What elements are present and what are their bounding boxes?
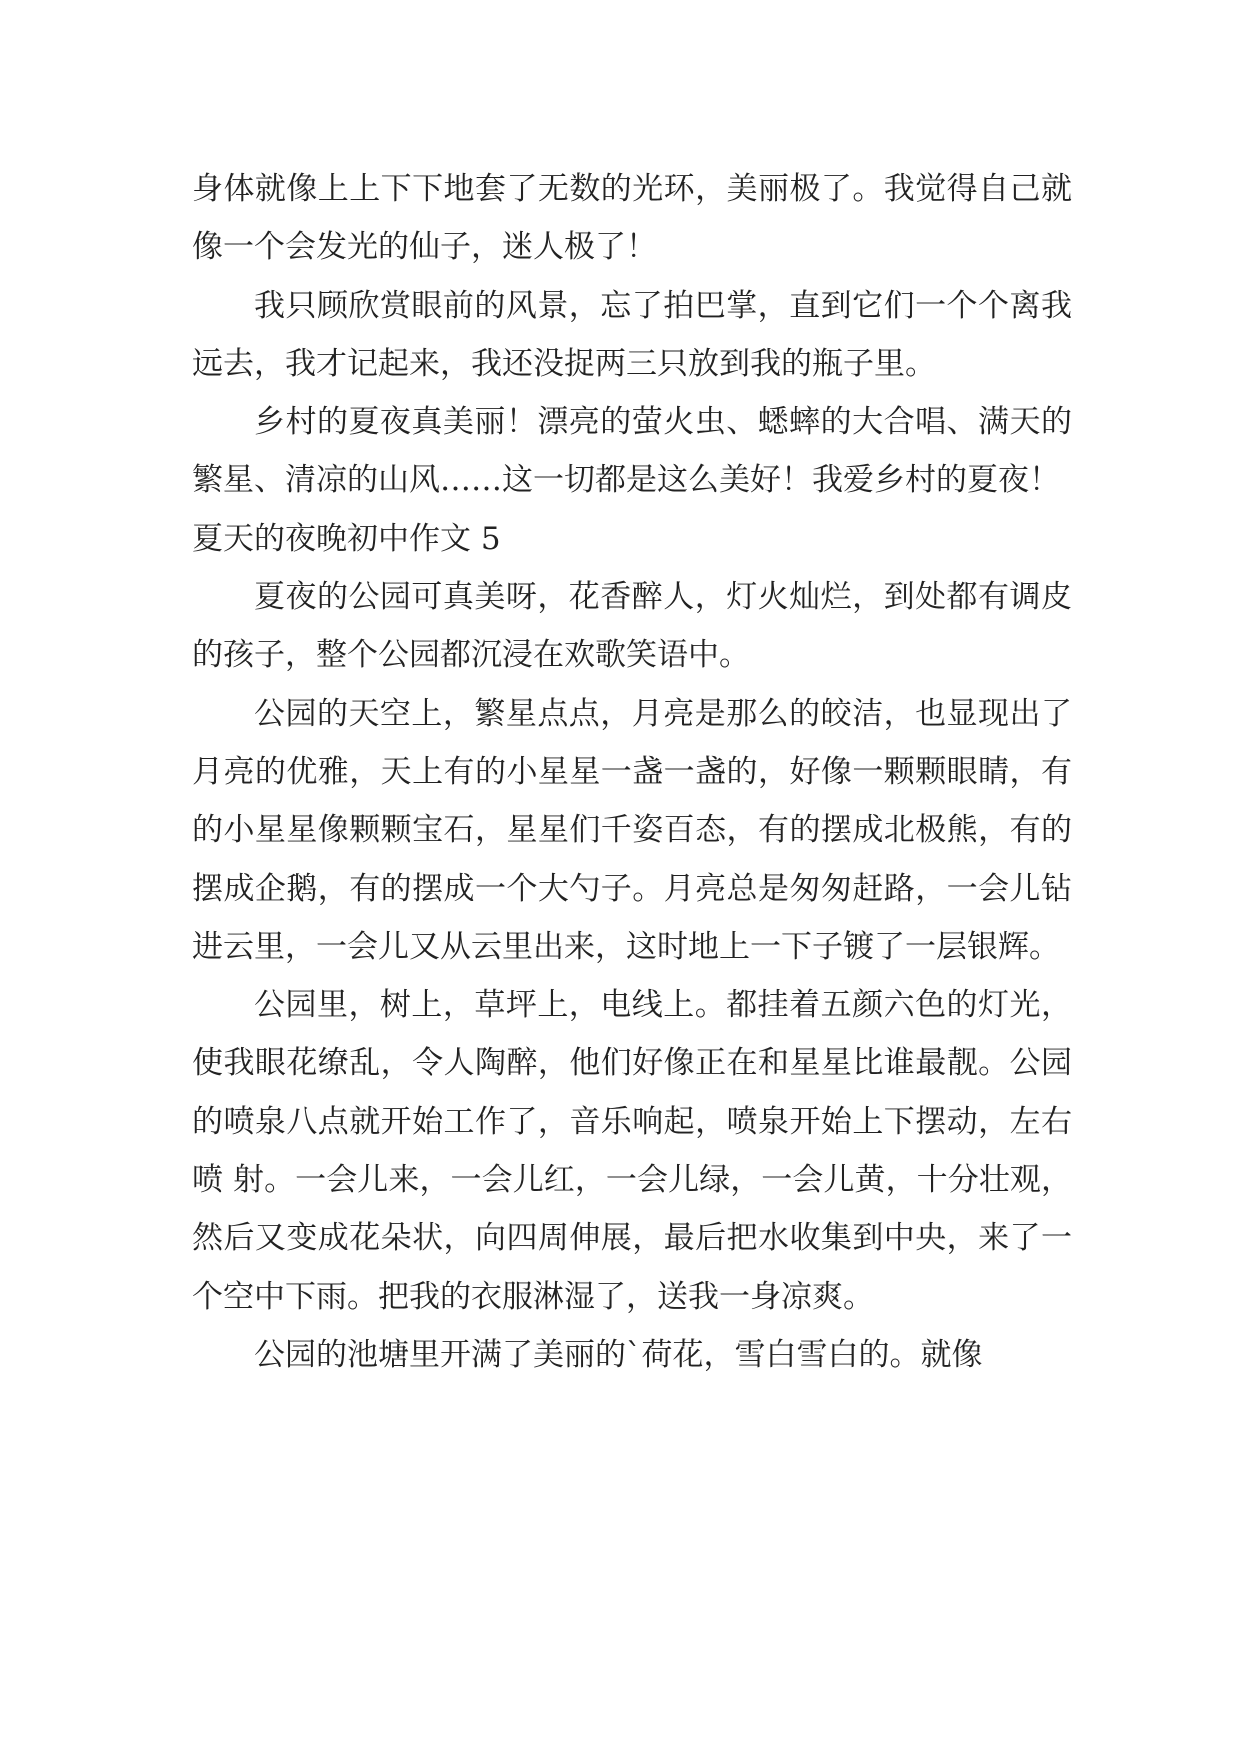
paragraph: 身体就像上上下下地套了无数的光环，美丽极了。我觉得自己就像一个会发光的仙子，迷人极了！ <box>192 171 1072 266</box>
paragraph: 乡村的夏夜真美丽！漂亮的萤火虫、蟋蟀的大合唱、满天的繁星、清凉的山风……这一切都是这么美好！我爱乡村的夏夜！ <box>192 404 1072 499</box>
paragraph: 公园的天空上，繁星点点，月亮是那么的皎洁，也显现出了月亮的优雅，天上有的小星星一盏一盏的，好像一颗颗眼睛，有的小星星像颗颗宝石，星星们千姿百态，有的摆成北极熊，有的摆成企鹅，有的摆成一个大勺子。月亮总是匆匆赶路，一会儿钻进云里，一会儿又从云里出来，这时地上一下子镀了一层银辉。 <box>192 695 1072 965</box>
section-heading: 夏天的夜晚初中作文 5 <box>192 520 501 557</box>
paragraph: 公园的池塘里开满了美丽的`荷花，雪白雪白的。就像 <box>254 1336 983 1373</box>
paragraph: 夏夜的公园可真美呀，花香醉人，灯火灿烂，到处都有调皮的孩子，整个公园都沉浸在欢歌笑语中。 <box>192 579 1072 674</box>
paragraph: 我只顾欣赏眼前的风景，忘了拍巴掌，直到它们一个个离我远去，我才记起来，我还没捉两三只放到我的瓶子里。 <box>192 287 1072 382</box>
paragraph: 公园里，树上，草坪上，电线上。都挂着五颜六色的灯光，使我眼花缭乱，令人陶醉，他们好像正在和星星比谁最靓。公园的喷泉八点就开始工作了，音乐响起，喷泉开始上下摆动，左右喷 射。一会儿来，一会儿红，一会儿绿，一会儿黄，十分壮观，然后又变成花朵状，向四周伸展，最后把水收集到中央，来了一个空中下雨。把我的衣服淋湿了，送我一身凉爽。 <box>192 987 1072 1315</box>
document-body <box>192 160 1072 1384</box>
